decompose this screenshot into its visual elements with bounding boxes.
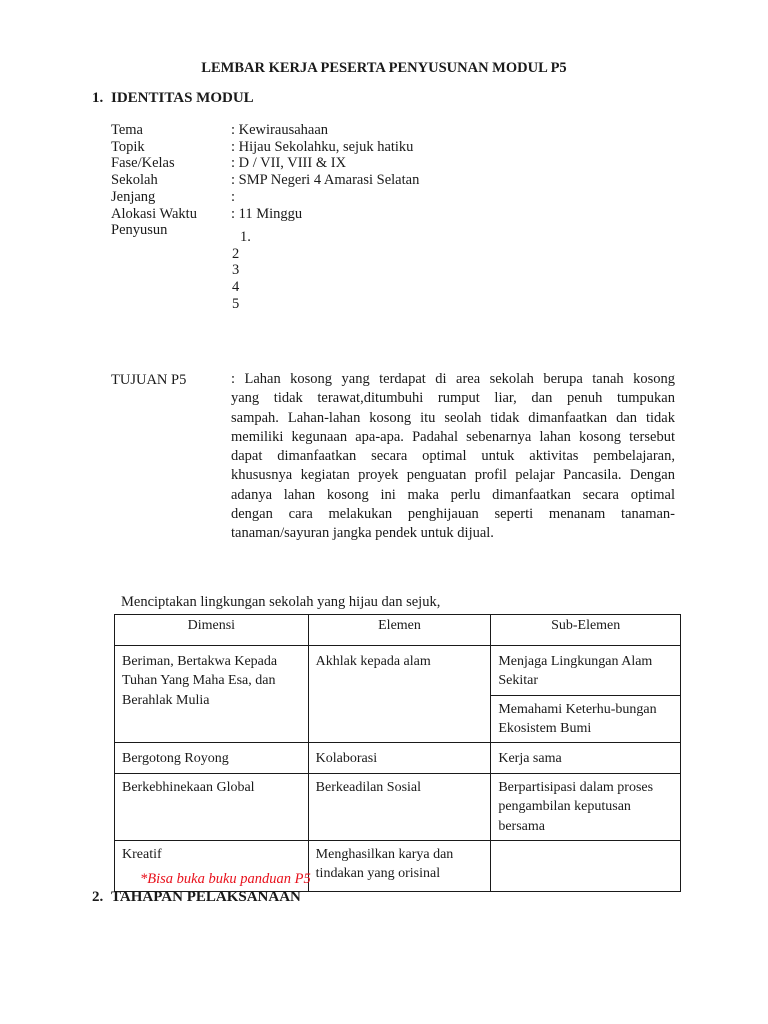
penyusun-number: 4 bbox=[232, 279, 240, 296]
cell-dimensi: Berkebhinekaan Global bbox=[115, 774, 309, 841]
cell-sub-elemen: Berpartisipasi dalam proses pengambilan keputusan bersama bbox=[491, 774, 681, 841]
tujuan-line: yang tidak terawat,ditumbuhi rumput liar, dan penuh tumpukan bbox=[231, 390, 675, 407]
identity-label-topik: Topik bbox=[111, 138, 145, 155]
identity-value-topik: : Hijau Sekolahku, sejuk hatiku bbox=[231, 138, 414, 155]
tujuan-line: khususnya kegiatan proyek penguatan profil pelajar Pancasila. Dengan bbox=[231, 467, 675, 484]
table-row bbox=[115, 646, 681, 696]
identity-label-jenjang: Jenjang bbox=[111, 188, 156, 205]
section-2-title: TAHAPAN PELAKSANAAN bbox=[111, 889, 301, 905]
tujuan-line: sampah. Lahan-lahan kosong itu seolah tidak dimanfaatkan dan tidak bbox=[231, 409, 675, 426]
tujuan-line: dengan cara melakukan penghijauan seperti menanam tanaman- bbox=[231, 506, 675, 523]
table-header-row bbox=[115, 615, 681, 646]
identity-label-tema: Tema bbox=[111, 122, 143, 138]
section-2-heading bbox=[92, 889, 301, 906]
identity-value-tema: : Kewirausahaan bbox=[231, 122, 329, 138]
header-sub-elemen: Sub-Elemen bbox=[491, 615, 681, 646]
cell-elemen: Berkeadilan Sosial bbox=[308, 774, 491, 841]
identity-label-alokasi-waktu: Alokasi Waktu bbox=[111, 205, 197, 222]
dimension-table bbox=[114, 614, 681, 892]
identity-label-fase-kelas: Fase/Kelas bbox=[111, 155, 175, 172]
tujuan-line: dapat dimanfaatkan secara optimal untuk aktivitas pembelajaran, bbox=[231, 448, 675, 465]
cell-elemen: Menghasilkan karya dan tindakan yang orisinal bbox=[308, 841, 491, 892]
table-row bbox=[115, 743, 681, 774]
header-dimensi: Dimensi bbox=[115, 615, 309, 646]
section-2-number: 2. bbox=[92, 889, 104, 905]
cell-sub-elemen: Kerja sama bbox=[491, 743, 681, 774]
tujuan-paragraph bbox=[231, 370, 675, 544]
identity-labels bbox=[111, 122, 197, 239]
section-1-title: IDENTITAS MODUL bbox=[111, 90, 254, 106]
panduan-note: *Bisa buka buku panduan P5 bbox=[140, 871, 311, 887]
penyusun-number: 1. bbox=[240, 229, 251, 245]
identity-values bbox=[231, 122, 419, 222]
penyusun-number: 5 bbox=[232, 295, 240, 312]
identity-value-jenjang: : bbox=[231, 188, 236, 205]
tujuan-line: adanya lahan kosong ini maka perlu dimanfaatkan secara optimal bbox=[231, 486, 675, 503]
header-elemen: Elemen bbox=[308, 615, 491, 646]
identity-value-sekolah: : SMP Negeri 4 Amarasi Selatan bbox=[231, 172, 420, 189]
identity-label-penyusun: Penyusun bbox=[111, 222, 168, 239]
identity-label-sekolah: Sekolah bbox=[111, 172, 158, 189]
tujuan-label: TUJUAN P5 bbox=[111, 372, 187, 388]
tujuan-line: tanaman/sayuran jangka pendek untuk dijual. bbox=[231, 525, 494, 542]
cell-dimensi: Beriman, Bertakwa Kepada Tuhan Yang Maha Esa, dan Berahlak Mulia bbox=[115, 646, 309, 743]
cell-sub-elemen: Memahami Keterhu-bungan Ekosistem Bumi bbox=[491, 695, 681, 743]
cell-dimensi: Bergotong Royong bbox=[115, 743, 309, 774]
cell-elemen: Kolaborasi bbox=[308, 743, 491, 774]
tujuan-line: memiliki kegunaan apa-apa. Padahal sebenarnya lahan kosong tersebut bbox=[231, 428, 675, 445]
penyusun-list bbox=[232, 229, 251, 313]
cell-sub-elemen bbox=[491, 841, 681, 892]
identity-value-alokasi-waktu: : 11 Minggu bbox=[231, 205, 303, 222]
document-title: LEMBAR KERJA PESERTA PENYUSUNAN MODUL P5 bbox=[201, 60, 567, 76]
section-1-number: 1. bbox=[92, 90, 104, 106]
tujuan-line: : Lahan kosong yang terdapat di area sekolah berupa tanah kosong bbox=[231, 371, 675, 387]
penyusun-number: 3 bbox=[232, 262, 240, 279]
cell-dimensi: Kreatif bbox=[115, 841, 309, 892]
cell-elemen: Akhlak kepada alam bbox=[308, 646, 491, 743]
penyusun-number: 2 bbox=[232, 245, 240, 262]
cell-sub-elemen: Menjaga Lingkungan Alam Sekitar bbox=[491, 646, 681, 696]
table-row bbox=[115, 774, 681, 841]
table-intro: Menciptakan lingkungan sekolah yang hijau dan sejuk, bbox=[121, 594, 441, 610]
identity-value-fase-kelas: : D / VII, VIII & IX bbox=[231, 155, 347, 172]
section-1-heading bbox=[92, 90, 254, 107]
